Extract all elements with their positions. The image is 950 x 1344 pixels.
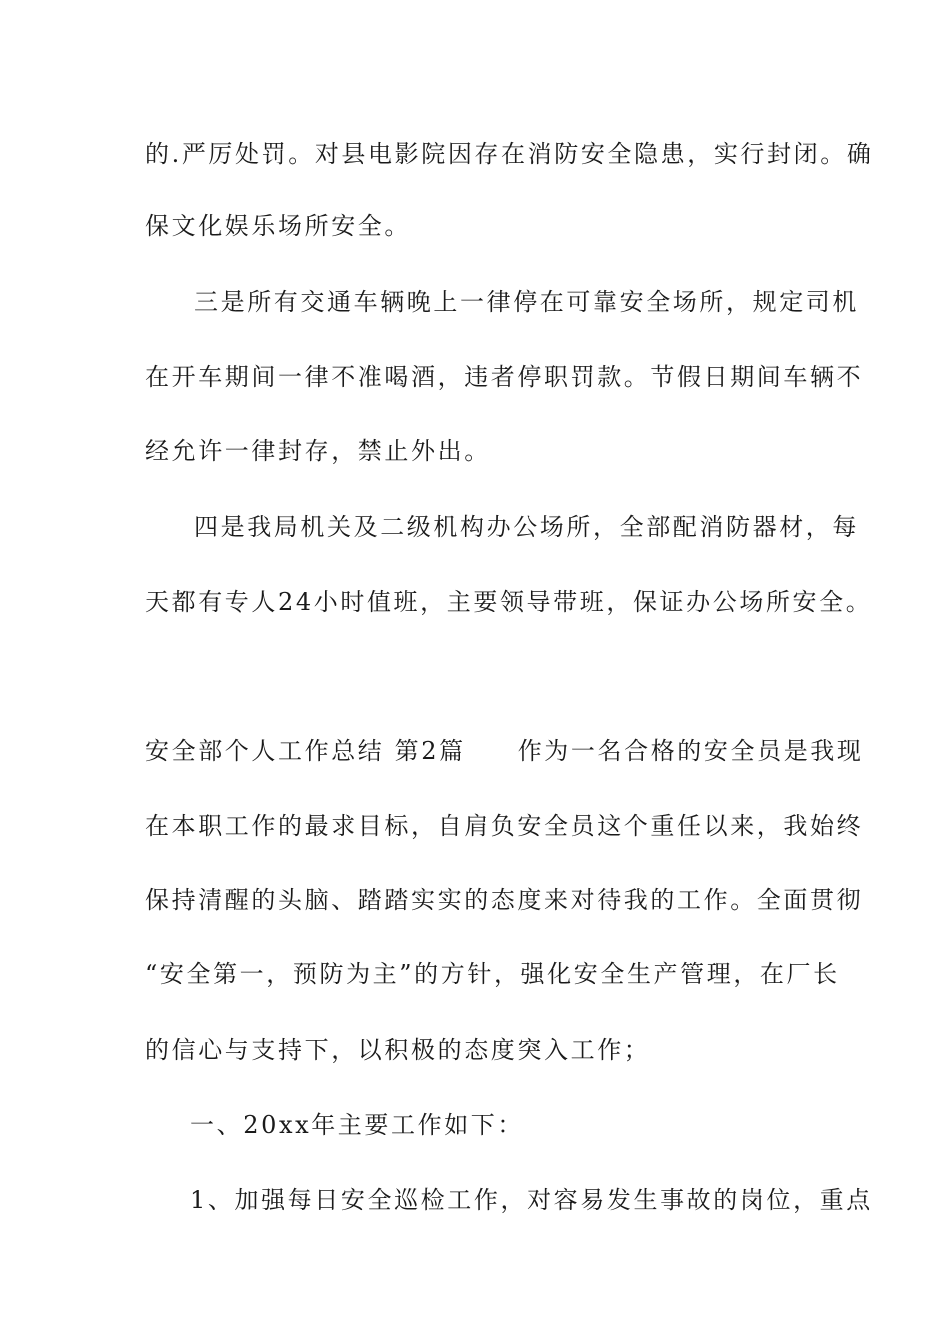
text-line-6: 四是我局机关及二级机构办公场所，全部配消防器材，每 [194,513,859,541]
section-heading: 安全部个人工作总结 第2篇 [145,737,466,765]
text-line-7: 天都有专人24小时值班，主要领导带班，保证办公场所安全。 [145,588,873,616]
text-line-15: 1、加强每日安全巡检工作，对容易发生事故的岗位，重点 [190,1186,873,1214]
text-line-1: 的.严厉处罚。对县电影院因存在消防安全隐患，实行封闭。确 [145,140,874,168]
section-heading-line [145,735,864,767]
text-line-12: “安全第一，预防为主”的方针，强化安全生产管理，在厂长 [145,960,840,988]
section-intro-text: 作为一名合格的安全员是我现 [517,737,864,765]
text-line-5: 经允许一律封存，禁止外出。 [145,437,491,465]
subsection-heading: 一、20xx年主要工作如下： [190,1111,525,1139]
text-line-2: 保文化娱乐场所安全。 [145,212,411,240]
text-line-4: 在开车期间一律不准喝酒，违者停职罚款。节假日期间车辆不 [145,363,864,391]
text-line-3: 三是所有交通车辆晚上一律停在可靠安全场所，规定司机 [194,288,859,316]
text-line-10: 在本职工作的最求目标，自肩负安全员这个重任以来，我始终 [145,812,864,840]
text-line-13: 的信心与支持下，以积极的态度突入工作； [145,1036,651,1064]
text-line-11: 保持清醒的头脑、踏踏实实的态度来对待我的工作。全面贯彻 [145,886,864,914]
